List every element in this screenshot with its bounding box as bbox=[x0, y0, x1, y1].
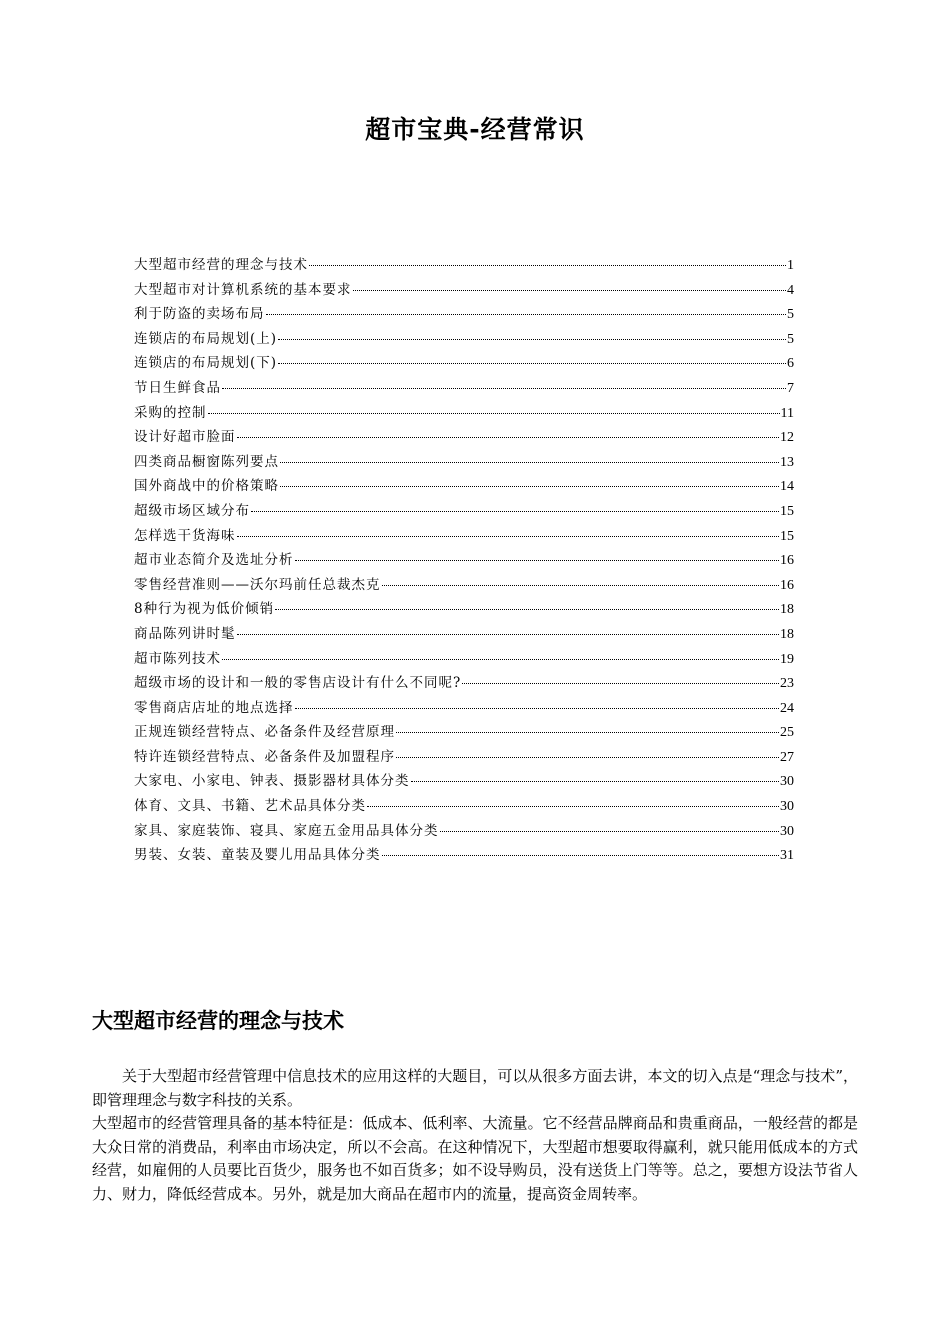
toc-entry[interactable] bbox=[134, 819, 794, 844]
toc-dot-leader bbox=[295, 708, 780, 709]
toc-entry-label: 设计好超市脸面 bbox=[134, 429, 236, 446]
toc-entry[interactable] bbox=[134, 720, 794, 745]
toc-dot-leader bbox=[278, 339, 786, 340]
toc-entry-label: 8种行为视为低价倾销 bbox=[134, 601, 275, 618]
toc-entry-page-number: 1 bbox=[787, 258, 794, 273]
toc-dot-leader bbox=[222, 388, 786, 389]
toc-entry-page-number: 19 bbox=[780, 651, 794, 667]
toc-entry-label: 连锁店的布局规划(下) bbox=[134, 355, 278, 372]
table-of-contents bbox=[134, 253, 794, 868]
toc-entry[interactable] bbox=[134, 548, 794, 573]
body-text bbox=[92, 1065, 858, 1206]
toc-entry-label: 商品陈列讲时髦 bbox=[134, 625, 236, 642]
toc-entry-page-number: 12 bbox=[780, 430, 794, 446]
toc-entry-label: 大型超市对计算机系统的基本要求 bbox=[134, 281, 352, 298]
toc-entry[interactable] bbox=[134, 376, 794, 401]
toc-entry-page-number: 13 bbox=[780, 454, 794, 470]
toc-dot-leader bbox=[266, 314, 787, 315]
toc-entry[interactable] bbox=[134, 671, 794, 696]
toc-entry-page-number: 5 bbox=[787, 307, 794, 323]
toc-dot-leader bbox=[440, 831, 780, 832]
toc-dot-leader bbox=[251, 511, 779, 512]
toc-dot-leader bbox=[275, 609, 779, 610]
toc-entry[interactable] bbox=[134, 302, 794, 327]
toc-entry[interactable] bbox=[134, 769, 794, 794]
toc-dot-leader bbox=[278, 363, 786, 364]
toc-entry[interactable] bbox=[134, 745, 794, 770]
toc-entry-page-number: 15 bbox=[780, 503, 794, 519]
toc-entry-page-number: 14 bbox=[780, 479, 794, 495]
toc-entry[interactable] bbox=[134, 351, 794, 376]
toc-entry-page-number: 6 bbox=[787, 356, 794, 372]
toc-dot-leader bbox=[353, 290, 787, 291]
toc-entry[interactable] bbox=[134, 401, 794, 426]
toc-dot-leader bbox=[237, 437, 780, 438]
toc-entry[interactable] bbox=[134, 622, 794, 647]
toc-entry-label: 体育、文具、书籍、艺术品具体分类 bbox=[134, 798, 366, 815]
paragraph: 大型超市的经营管理具备的基本特征是：低成本、低利率、大流量。它不经营品牌商品和贵重商品，一般经营的都是大众日常的消费品，利率由市场决定，所以不会高。在这种情况下，大型超市想要取得赢利，就只能用低成本的方式经营，如雇佣的人员要比百货少，服务也不如百货多；如不设导购员，没有送货上门等等。总之，要想方设法节省人力、财力，降低经营成本。另外，就是加大商品在超市内的流量，提高资金周转率。 bbox=[92, 1114, 858, 1203]
toc-entry-label: 连锁店的布局规划(上) bbox=[134, 330, 278, 347]
toc-dot-leader bbox=[396, 732, 779, 733]
toc-entry[interactable] bbox=[134, 278, 794, 303]
toc-dot-leader bbox=[222, 659, 779, 660]
toc-dot-leader bbox=[411, 781, 780, 782]
toc-entry[interactable] bbox=[134, 253, 794, 278]
toc-entry-page-number: 18 bbox=[780, 602, 794, 618]
toc-entry[interactable] bbox=[134, 794, 794, 819]
toc-entry-page-number: 30 bbox=[780, 799, 794, 815]
toc-entry-page-number: 4 bbox=[787, 282, 794, 298]
toc-entry[interactable] bbox=[134, 597, 794, 622]
toc-entry-page-number: 24 bbox=[780, 700, 794, 716]
toc-entry-label: 男装、女装、童装及婴儿用品具体分类 bbox=[134, 847, 381, 864]
toc-dot-leader bbox=[382, 585, 780, 586]
toc-entry-label: 国外商战中的价格策略 bbox=[134, 478, 279, 495]
toc-entry[interactable] bbox=[134, 696, 794, 721]
toc-dot-leader bbox=[382, 855, 780, 856]
toc-dot-leader bbox=[208, 413, 780, 414]
toc-entry-label: 零售商店店址的地点选择 bbox=[134, 699, 294, 716]
toc-entry[interactable] bbox=[134, 499, 794, 524]
toc-entry-page-number: 27 bbox=[780, 749, 794, 765]
paragraph: 关于大型超市经营管理中信息技术的应用这样的大题目，可以从很多方面去讲，本文的切入点是“理念与技术”，即管理理念与数字科技的关系。 bbox=[92, 1067, 858, 1109]
toc-entry-page-number: 7 bbox=[787, 380, 794, 396]
toc-entry-page-number: 5 bbox=[787, 331, 794, 347]
toc-entry-label: 大家电、小家电、钟表、摄影器材具体分类 bbox=[134, 773, 410, 790]
toc-entry-label: 超级市场的设计和一般的零售店设计有什么不同呢? bbox=[134, 675, 462, 692]
toc-entry-label: 特许连锁经营特点、必备条件及加盟程序 bbox=[134, 748, 395, 765]
document-title: 超市宝典-经营常识 bbox=[365, 115, 585, 144]
toc-dot-leader bbox=[462, 683, 779, 684]
toc-entry-page-number: 18 bbox=[780, 626, 794, 642]
section-heading: 大型超市经营的理念与技术 bbox=[92, 1009, 344, 1033]
toc-entry[interactable] bbox=[134, 843, 794, 868]
toc-entry[interactable] bbox=[134, 524, 794, 549]
toc-entry-label: 四类商品橱窗陈列要点 bbox=[134, 453, 279, 470]
toc-entry-page-number: 15 bbox=[780, 528, 794, 544]
toc-entry-label: 大型超市经营的理念与技术 bbox=[134, 257, 308, 273]
toc-entry[interactable] bbox=[134, 327, 794, 352]
toc-entry-page-number: 11 bbox=[780, 405, 794, 421]
toc-entry[interactable] bbox=[134, 474, 794, 499]
toc-entry-label: 超市陈列技术 bbox=[134, 650, 221, 667]
toc-dot-leader bbox=[309, 265, 786, 266]
toc-dot-leader bbox=[367, 806, 779, 807]
toc-dot-leader bbox=[280, 462, 779, 463]
toc-entry-label: 超级市场区域分布 bbox=[134, 502, 250, 519]
toc-entry-label: 家具、家庭装饰、寝具、家庭五金用品具体分类 bbox=[134, 822, 439, 839]
toc-entry-label: 怎样选干货海味 bbox=[134, 527, 236, 544]
toc-entry-page-number: 16 bbox=[780, 577, 794, 593]
toc-entry-label: 采购的控制 bbox=[134, 404, 207, 421]
toc-entry[interactable] bbox=[134, 425, 794, 450]
toc-entry[interactable] bbox=[134, 647, 794, 672]
toc-dot-leader bbox=[396, 757, 779, 758]
toc-entry-page-number: 31 bbox=[780, 848, 794, 864]
toc-entry-label: 正规连锁经营特点、必备条件及经营原理 bbox=[134, 724, 395, 741]
toc-dot-leader bbox=[295, 560, 780, 561]
toc-entry-page-number: 25 bbox=[780, 725, 794, 741]
toc-entry[interactable] bbox=[134, 450, 794, 475]
toc-entry-page-number: 23 bbox=[780, 676, 794, 692]
toc-entry[interactable] bbox=[134, 573, 794, 598]
toc-dot-leader bbox=[237, 634, 780, 635]
toc-entry-page-number: 30 bbox=[780, 774, 794, 790]
toc-dot-leader bbox=[280, 486, 779, 487]
toc-entry-label: 利于防盗的卖场布局 bbox=[134, 306, 265, 323]
toc-entry-page-number: 30 bbox=[780, 823, 794, 839]
toc-entry-label: 节日生鲜食品 bbox=[134, 379, 221, 396]
toc-entry-label: 超市业态简介及选址分析 bbox=[134, 552, 294, 569]
toc-dot-leader bbox=[237, 536, 780, 537]
toc-entry-label: 零售经营准则——沃尔玛前任总裁杰克 bbox=[134, 576, 381, 593]
toc-entry-page-number: 16 bbox=[780, 553, 794, 569]
